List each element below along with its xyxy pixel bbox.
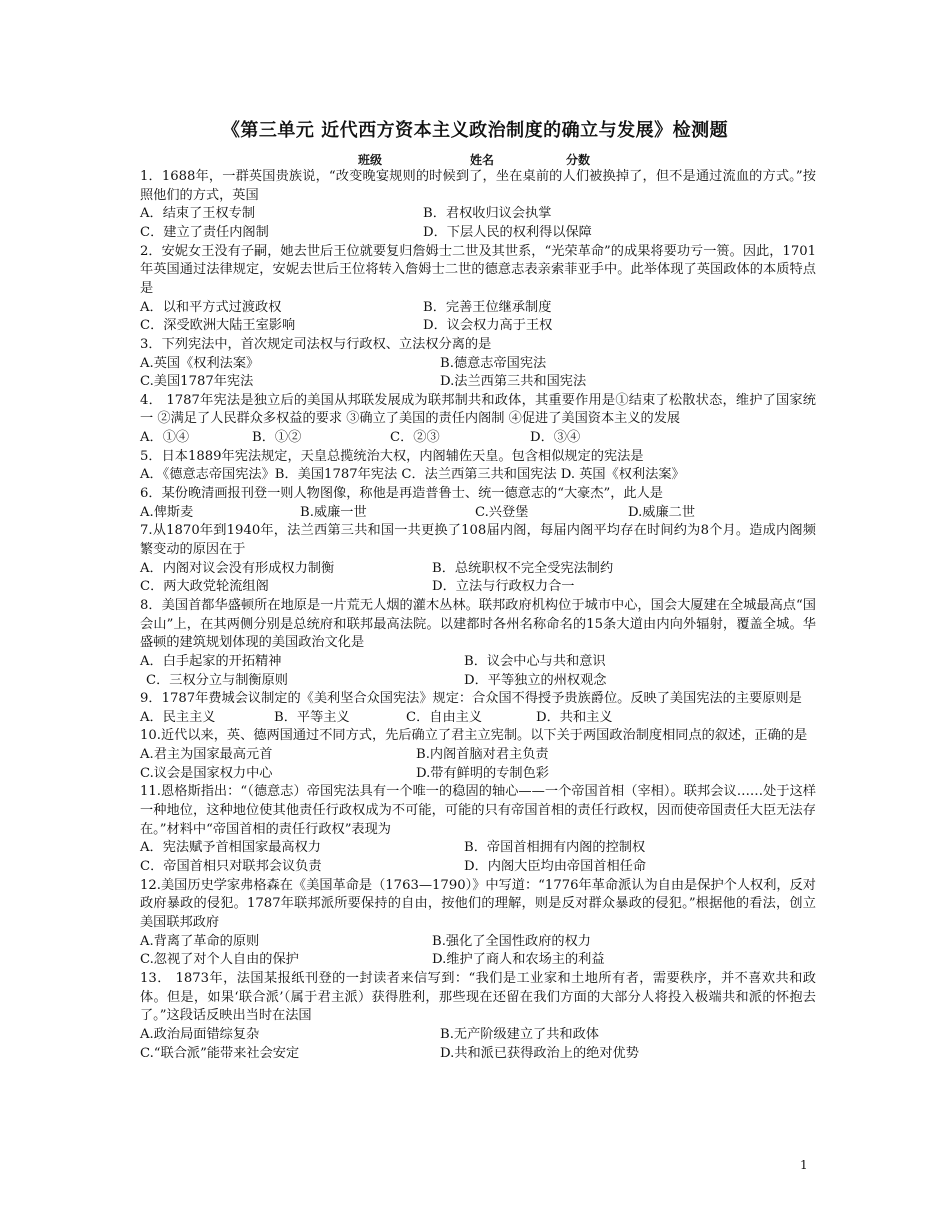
- question-stem: 9．1787年费城会议制定的《美利坚合众国宪法》规定：合众国不得授予贵族爵位。反映了美国宪法的主要原则是: [140, 691, 802, 707]
- option-row: [140, 765, 816, 784]
- option: C．深受欧洲大陆王室影响: [140, 318, 296, 334]
- option-row: [140, 299, 816, 318]
- option: D．③④: [530, 430, 581, 446]
- option: D.法兰西第三共和国宪法: [440, 374, 587, 390]
- question: [140, 877, 816, 970]
- option-row: [140, 224, 816, 243]
- option: C．自由主义: [406, 709, 483, 725]
- option-row: [140, 951, 816, 970]
- option-row: [140, 373, 816, 392]
- option-row: [140, 1026, 816, 1045]
- question-stem: 1．1688年，一群英国贵族说，“改变晚宴规则的时候到了，坐在桌前的人们被换掉了，但不是通过流血的方式。”按照他们的方式，英国: [140, 169, 816, 203]
- option: B.无产阶级建立了共和政体: [440, 1026, 599, 1042]
- option: A.政治局面错综复杂: [140, 1026, 260, 1042]
- option: D．议会权力高于王权: [423, 318, 553, 334]
- option-row: [140, 578, 816, 597]
- option: C.兴登堡: [475, 504, 529, 520]
- option-row: [140, 746, 816, 765]
- option: A．民主主义: [140, 709, 216, 725]
- option-row: [140, 858, 816, 877]
- question: [140, 448, 816, 485]
- option: C．三权分立与制衡原则: [146, 672, 288, 688]
- option: C．两大政党轮流组阁: [140, 579, 269, 595]
- option: A．白手起家的开拓精神: [140, 653, 282, 669]
- option-row: [140, 653, 816, 672]
- option: B.强化了全国性政府的权力: [432, 933, 591, 949]
- question: [140, 522, 816, 597]
- student-info-line: [0, 151, 950, 167]
- option-row: [140, 205, 816, 224]
- option-row: [140, 933, 816, 952]
- class-label: 班级: [358, 153, 383, 167]
- option: B．完善王位继承制度: [423, 299, 552, 315]
- question-stem: 5．日本1889年宪法规定，天皇总揽统治大权，内阁辅佐天皇。包含相似规定的宪法是: [140, 448, 644, 464]
- option: C.忽视了对个人自由的保护: [140, 952, 299, 968]
- question: [140, 168, 816, 243]
- question: [140, 727, 816, 783]
- question-stem: 13． 1873年，法国某报纸刊登的一封读者来信写到：“我们是工业家和土地所有者，需要秩序，并不喜欢共和政体。但是，如果‘联合派’（属于君主派）获得胜利，那些现在还留在我们方面的大部分人将投入极端共和派的怀抱去了。”这段话反映出当时在法国: [140, 970, 816, 1024]
- question-list: [140, 168, 816, 1063]
- option: B．平等主义: [274, 709, 350, 725]
- option: B.德意志帝国宪法: [440, 355, 547, 371]
- option-row: [140, 466, 816, 485]
- question-stem: 3．下列宪法中，首次规定司法权与行政权、立法权分离的是: [140, 336, 492, 352]
- option: B．总统职权不完全受宪法制约: [432, 560, 614, 576]
- option: D.维护了商人和农场主的利益: [432, 952, 605, 968]
- question: [140, 392, 816, 448]
- option: A.英国《权利法案》: [140, 355, 260, 371]
- option: A.君主为国家最高元首: [140, 747, 273, 763]
- question: [140, 243, 816, 336]
- question-stem: 12.美国历史学家弗格森在《美国革命是（1763—1790）》中写道：“1776年革命派认为自由是保护个人权利，反对政府暴政的侵犯。1787年联邦派所要保持的自由，按他们的理解，则是反对群众暴政的侵犯。”根据他的看法，创立美国联邦政府: [140, 877, 816, 930]
- option: D．立法与行政权力合一: [432, 579, 575, 595]
- option: B.内阁首脑对君主负责: [416, 747, 549, 763]
- question-stem: 7.从1870年到1940年，法兰西第三共和国一共更换了108届内阁，每届内阁平均存在时间约为8个月。造成内阁频繁变动的原因在于: [140, 523, 816, 557]
- option: C.“联合派”能带来社会安定: [140, 1045, 300, 1061]
- option: A．以和平方式过渡政权: [140, 299, 282, 315]
- option-row: [140, 355, 816, 374]
- option-row: [140, 560, 816, 579]
- option: D.威廉二世: [628, 504, 696, 520]
- option: C．②③: [390, 430, 440, 446]
- option: D．内阁大臣均由帝国首相任命: [464, 859, 647, 875]
- option: A．内阁对议会没有形成权力制衡: [140, 560, 335, 576]
- option: A．结束了王权专制: [140, 206, 256, 222]
- option: B.威廉一世: [300, 504, 367, 520]
- question-stem: 6．某份晚清画报刊登一则人物图像，称他是再造普鲁士、统一德意志的“大豪杰”，此人是: [140, 486, 663, 502]
- option: D.带有鲜明的专制色彩: [416, 765, 549, 781]
- option: C．建立了责任内阁制: [140, 224, 269, 240]
- option-row: [140, 839, 816, 858]
- question: [140, 597, 816, 690]
- option: D．下层人民的权利得以保障: [423, 224, 592, 240]
- option: D．共和主义: [536, 709, 613, 725]
- page-title: 《第三单元 近代西方资本主义政治制度的确立与发展》检测题: [221, 120, 729, 141]
- option-row: [140, 672, 816, 691]
- option-row: [140, 1045, 816, 1064]
- question-stem: 4． 1787年宪法是独立后的美国从邦联发展成为联邦制共和政体，其重要作用是①结束了松散状态，维护了国家统一 ②满足了人民群众多权益的要求 ③确立了美国的责任内阁制 ④促进了美国资本主义的发展: [140, 392, 816, 427]
- option: A．《德意志帝国宪法》B．美国1787年宪法 C．法兰西第三共和国宪法 D. 英国《权利法案》: [140, 467, 685, 483]
- option-row: [140, 317, 816, 336]
- option-row: [140, 504, 816, 523]
- score-label: 分数: [566, 153, 591, 167]
- page-number: 1: [800, 1158, 808, 1172]
- option: B．议会中心与共和意识: [464, 653, 606, 669]
- question-stem: 2．安妮女王没有子嗣，她去世后王位就要复归詹姆士二世及其世系，“光荣革命”的成果将要功亏一篑。因此，1701年英国通过法律规定，安妮去世后王位将转入詹姆士二世的德意志表亲索菲亚手中。此举体现了英国政体的本质特点是: [140, 243, 816, 296]
- option: A.俾斯麦: [140, 504, 194, 520]
- question: [140, 690, 816, 727]
- option: C．帝国首相只对联邦会议负责: [140, 859, 322, 875]
- question-stem: 8．美国首都华盛顿所在地原是一片荒无人烟的灌木丛林。联邦政府机构位于城市中心，国会大厦建在全城最高点“国会山”上，在其两侧分别是总统府和联邦最高法院。以建都时各州名称命名的15条大道由内向外辐射，覆盖全城。华盛顿的建筑规划体现的美国政治文化是: [140, 597, 816, 651]
- option: C.美国1787年宪法: [140, 374, 254, 390]
- question: [140, 970, 816, 1063]
- option: B．帝国首相拥有内阁的控制权: [464, 840, 646, 856]
- option-row: [140, 709, 816, 728]
- option-row: [140, 429, 816, 448]
- question-stem: 10.近代以来，英、德两国通过不同方式，先后确立了君主立宪制。以下关于两国政治制度相同点的叙述，正确的是: [140, 728, 808, 744]
- option: A.背离了革命的原则: [140, 933, 260, 949]
- option: C.议会是国家权力中心: [140, 765, 273, 781]
- question-stem: 11.恩格斯指出：“（德意志）帝国宪法具有一个唯一的稳固的轴心——一个帝国首相（宰相）。联邦会议……处于这样一种地位，这种地位使其他责任行政权成为不可能，可能的只有帝国首相的责任行政权，因而使帝国责任大臣无法存在。”材料中“帝国首相的责任行政权”表现为: [140, 784, 816, 837]
- option: B．①②: [252, 430, 302, 446]
- question: [140, 485, 816, 522]
- option: D．平等独立的州权观念: [464, 672, 607, 688]
- option: D.共和派已获得政治上的绝对优势: [440, 1045, 639, 1061]
- option: B．君权收归议会执掌: [423, 206, 552, 222]
- option: A．宪法赋予首相国家最高权力: [140, 840, 321, 856]
- question: [140, 783, 816, 876]
- name-label: 姓名: [470, 153, 495, 167]
- option: A．①④: [140, 430, 190, 446]
- question: [140, 336, 816, 392]
